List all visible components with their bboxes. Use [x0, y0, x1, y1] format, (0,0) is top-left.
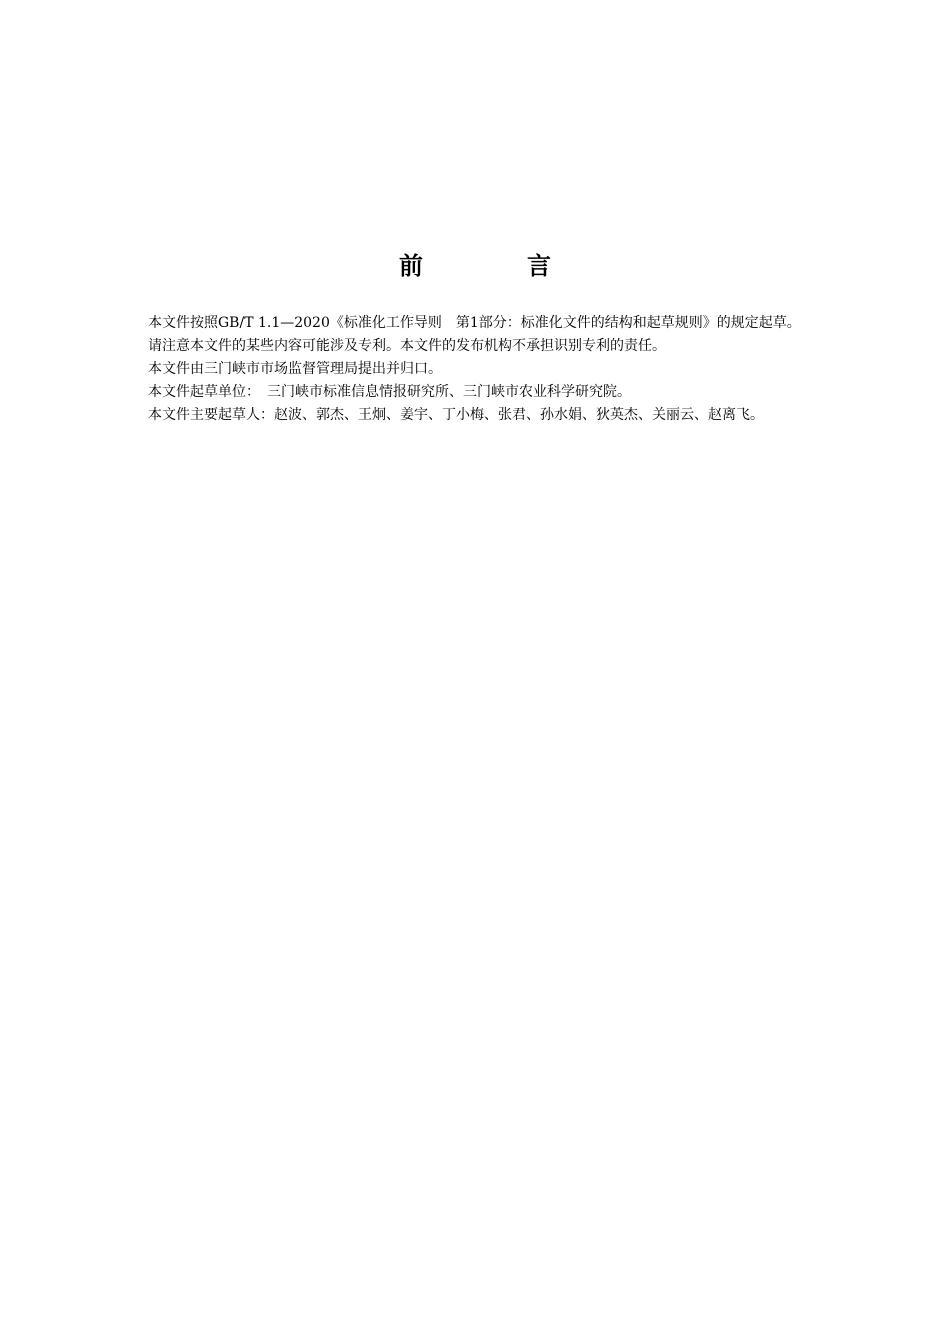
foreword-body — [113, 312, 861, 427]
page-title: 前 言 — [399, 252, 591, 281]
paragraph-drafting-basis: 本文件按照GB/T 1.1—2020《标准化工作导则 第1部分：标准化文件的结构和起草规则》的规定起草。 — [148, 315, 801, 331]
paragraph-proposer: 本文件由三门峡市市场监督管理局提出并归口。 — [148, 361, 442, 377]
paragraph-drafters: 本文件主要起草人：赵波、郭杰、王炯、姜宇、丁小梅、张君、孙水娟、狄英杰、关丽云、赵离飞。 — [148, 407, 764, 423]
paragraph-drafting-units: 本文件起草单位： 三门峡市标准信息情报研究所、三门峡市农业科学研究院。 — [148, 384, 631, 400]
paragraph-patent-notice: 请注意本文件的某些内容可能涉及专利。本文件的发布机构不承担识别专利的责任。 — [148, 338, 666, 354]
